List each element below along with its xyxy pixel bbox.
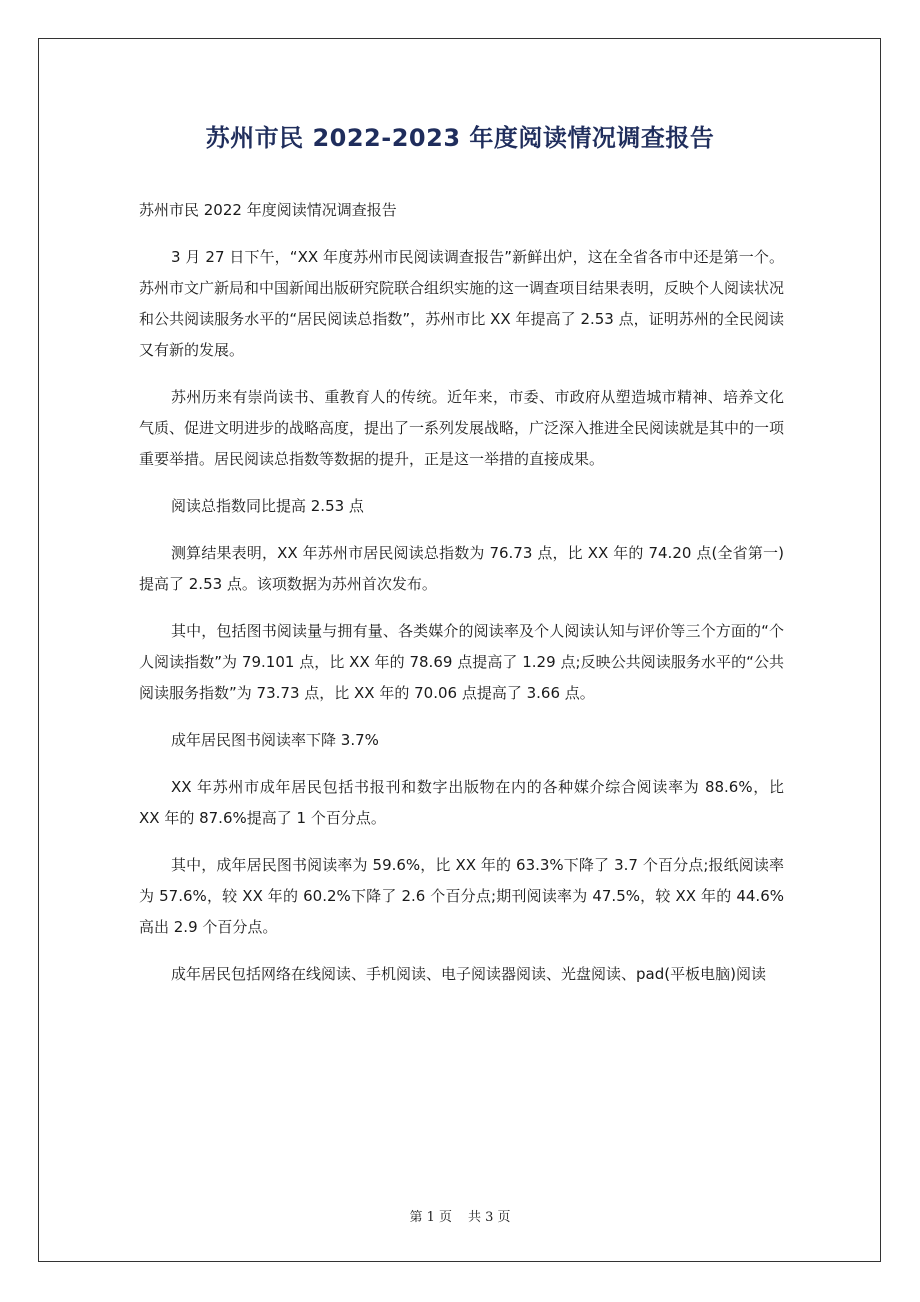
subtitle-paragraph: 苏州市民 2022 年度阅读情况调查报告 <box>139 201 397 219</box>
page-footer <box>0 1206 920 1225</box>
document-body <box>139 195 784 1006</box>
body-paragraph: 成年居民包括网络在线阅读、手机阅读、电子阅读器阅读、光盘阅读、pad(平板电脑)阅读 <box>171 965 766 983</box>
section-heading: 成年居民图书阅读率下降 3.7% <box>171 731 379 749</box>
body-paragraph: 其中，包括图书阅读量与拥有量、各类媒介的阅读率及个人阅读认知与评价等三个方面的“个人阅读指数”为 79.101 点，比 XX 年的 78.69 点提高了 1.29 点;反映公共阅读服务水平的“公共阅读服务指数”为 73.73 点，比 XX 年的 70.06 点提高了 3.66 点。 <box>139 622 784 702</box>
body-paragraph: 3 月 27 日下午，“XX 年度苏州市民阅读调查报告”新鲜出炉，这在全省各市中还是第一个。苏州市文广新局和中国新闻出版研究院联合组织实施的这一调查项目结果表明，反映个人阅读状况和公共阅读服务水平的“居民阅读总指数”，苏州市比 XX 年提高了 2.53 点，证明苏州的全民阅读又有新的发展。 <box>139 248 785 359</box>
body-paragraph: XX 年苏州市成年居民包括书报刊和数字出版物在内的各种媒介综合阅读率为 88.6%，比 XX 年的 87.6%提高了 1 个百分点。 <box>139 778 784 827</box>
body-paragraph: 苏州历来有崇尚读书、重教育人的传统。近年来，市委、市政府从塑造城市精神、培养文化气质、促进文明进步的战略高度，提出了一系列发展战略，广泛深入推进全民阅读就是其中的一项重要举措。居民阅读总指数等数据的提升，正是这一举措的直接成果。 <box>139 388 785 468</box>
document-title: 苏州市民 2022-2023 年度阅读情况调查报告 <box>205 124 715 152</box>
body-paragraph: 测算结果表明，XX 年苏州市居民阅读总指数为 76.73 点，比 XX 年的 74.20 点(全省第一)提高了 2.53 点。该项数据为苏州首次发布。 <box>139 544 784 593</box>
page-total: 共 3 页 <box>468 1210 511 1225</box>
body-paragraph: 其中，成年居民图书阅读率为 59.6%，比 XX 年的 63.3%下降了 3.7 个百分点;报纸阅读率为 57.6%，较 XX 年的 60.2%下降了 2.6 个百分点;期刊阅读率为 47.5%，较 XX 年的 44.6%高出 2.9 个百分点。 <box>139 856 784 936</box>
page-number: 第 1 页 <box>409 1210 452 1225</box>
section-heading: 阅读总指数同比提高 2.53 点 <box>171 497 364 515</box>
